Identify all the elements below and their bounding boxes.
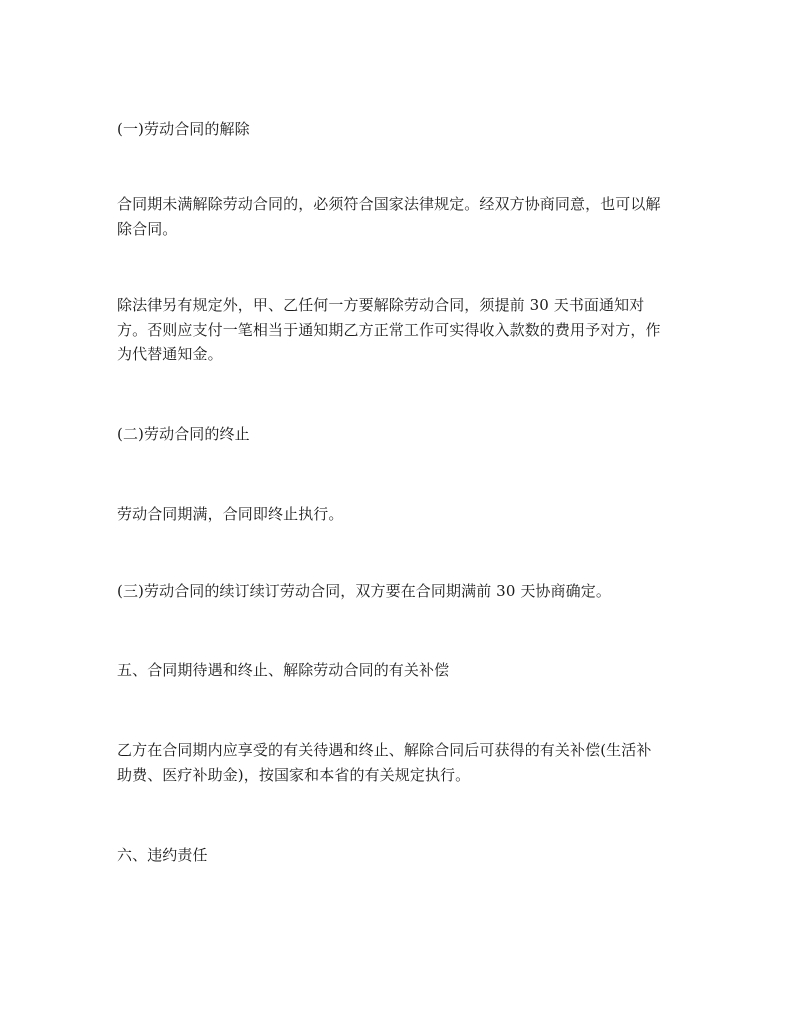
text-line: (一)劳动合同的解除	[117, 120, 250, 138]
text-line: 为代替通知金。	[117, 345, 223, 363]
text-line: (二)劳动合同的终止	[117, 425, 250, 443]
text-line: 除合同。	[117, 219, 178, 238]
text-line: 助费、医疗补助金)，按国家和本省的有关规定执行。	[117, 765, 471, 784]
heading-section-five-compensation	[117, 658, 687, 683]
text-line: 合同期未满解除劳动合同的，必须符合国家法律规定。经双方协商同意，也可以解	[117, 195, 661, 213]
heading-termination-of-contract	[117, 117, 687, 142]
text-line: (三)劳动合同的续订续订劳动合同，双方要在合同期满前 30 天协商确定。	[117, 582, 611, 600]
paragraph-compensation-details	[117, 738, 687, 787]
text-line: 六、违约责任	[117, 846, 208, 864]
text-line: 乙方在合同期内应享受的有关待遇和终止、解除合同后可获得的有关补偿(生活补	[117, 741, 652, 759]
heading-expiry-of-contract	[117, 422, 687, 447]
text-line: 劳动合同期满，合同即终止执行。	[117, 505, 344, 523]
paragraph-contract-renewal	[117, 579, 687, 604]
text-line: 五、合同期待遇和终止、解除劳动合同的有关补偿	[117, 661, 450, 679]
text-line: 方。否则应支付一笔相当于通知期乙方正常工作可实得收入款数的费用予对方，作	[117, 320, 661, 339]
paragraph-early-termination	[117, 192, 687, 241]
paragraph-notice-requirement	[117, 293, 687, 367]
text-line: 除法律另有规定外，甲、乙任何一方要解除劳动合同，须提前 30 天书面通知对	[117, 296, 645, 314]
paragraph-contract-expiry	[117, 502, 687, 527]
heading-section-six-liability	[117, 843, 687, 868]
